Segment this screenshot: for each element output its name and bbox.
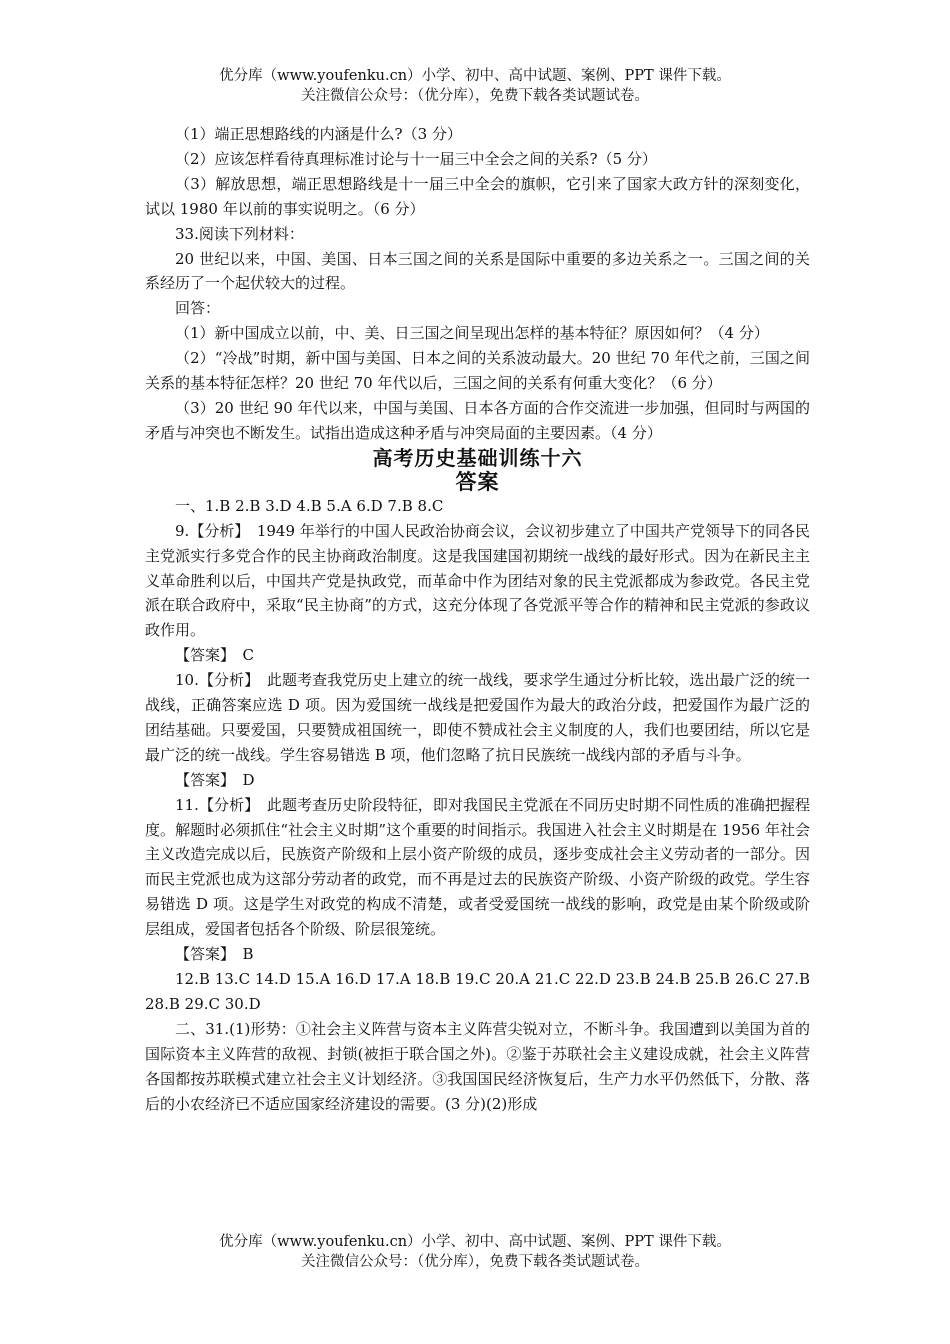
answer-10-analysis: 10.【分析】 此题考查我党历史上建立的统一战线，要求学生通过分析比较，选出最广泛的统一战线，正确答案应选 D 项。因为爱国统一战线是把爱国作为最大的政治分歧，把爱国作为最广泛的团结基础。只要爱国，只要赞成祖国统一，即使不赞成社会主义制度的人，我们也要团结，所以它是最广泛的统一战线。学生容易错选 B 项，他们忽略了抗日民族统一战线内部的矛盾与斗争。	[145, 671, 810, 764]
page-footer	[0, 1232, 950, 1272]
question-33-material: 20 世纪以来，中国、美国、日本三国之间的关系是国际中重要的多边关系之一。三国之间的关系经历了一个起伏较大的过程。	[145, 249, 810, 293]
question-32-1: （1）端正思想路线的内涵是什么?（3 分）	[175, 125, 462, 143]
answer-9: 【答案】 C	[175, 646, 254, 665]
question-33-3: （3）20 世纪 90 年代以来，中国与美国、日本各方面的合作交流进一步加强，但同时与两国的矛盾与冲突也不断发生。试指出造成这种矛盾与冲突局面的主要因素。（4 分）	[145, 398, 810, 442]
footer-line-1: 优分库（www.youfenku.cn）小学、初中、高中试题、案例、PPT 课件下载。	[219, 1234, 731, 1250]
answer-31: 二、31.(1)形势：①社会主义阵营与资本主义阵营尖锐对立，不断斗争。我国遭到以美国为首的国际资本主义阵营的敌视、封锁(被拒于联合国之外)。②鉴于苏联社会主义建设成就，社会主义阵营各国都按苏联模式建立社会主义计划经济。③我国国民经济恢复后，生产力水平仍然低下，分散、落后的小农经济已不适应国家经济建设的需要。(3 分)(2)形成	[145, 1019, 810, 1113]
footer-line-2: 关注微信公众号：（优分库），免费下载各类试题试卷。	[301, 1254, 649, 1270]
question-32-2: （2）应该怎样看待真理标准讨论与十一届三中全会之间的关系?（5 分）	[175, 149, 657, 168]
answer-11-analysis: 11.【分析】 此题考查历史阶段特征，即对我国民主党派在不同历史时期不同性质的准确把握程度。解题时必须抓住“社会主义时期”这个重要的时间指示。我国进入社会主义时期是在 1956 年社会主义改造完成以后，民族资产阶级和上层小资产阶级的成员，逐步变成社会主义劳动者的一部分。因而民主党派也成为这部分劳动者的政党，而不再是过去的民族资产阶级、小资产阶级的政党。学生容易错选 D 项。这是学生对政党的构成不清楚，或者受爱国统一战线的影响，政党是由某个阶级或阶层组成，爱国者包括各个阶级、阶层很笼统。	[145, 795, 810, 939]
answers-subtitle: 答案	[455, 469, 500, 494]
question-33-2: （2）“冷战”时期，新中国与美国、日本之间的关系波动最大。20 世纪 70 年代之前，三国之间关系的基本特征怎样？20 世纪 70 年代以后，三国之间的关系有何重大变化？（6 分）	[145, 349, 810, 393]
answer-11: 【答案】 B	[175, 945, 254, 964]
answers-title: 高考历史基础训练十六	[372, 445, 583, 470]
header-line-2: 关注微信公众号：（优分库），免费下载各类试题试卷。	[301, 88, 649, 104]
question-33-intro: 33.阅读下列材料：	[175, 224, 304, 243]
answers-mc-12-30: 12.B 13.C 14.D 15.A 16.D 17.A 18.B 19.C 20.A 21.C 22.D 23.B 24.B 25.B 26.C 27.B 28.B 29.C 30.D	[145, 970, 810, 1013]
answers-mc-1-8: 一、1.B 2.B 3.D 4.B 5.A 6.D 7.B 8.C	[175, 496, 444, 515]
answer-9-analysis: 9.【分析】 1949 年举行的中国人民政治协商会议，会议初步建立了中国共产党领导下的同各民主党派实行多党合作的民主协商政治制度。这是我国建国初期统一战线的最好形式。因为在新民主主义革命胜利以后，中国共产党是执政党，而革命中作为团结对象的民主党派都成为参政党。各民主党派在联合政府中，采取“民主协商”的方式，这充分体现了各党派平等合作的精神和民主党派的参政议政作用。	[145, 521, 810, 640]
question-33-prompt: 回答：	[175, 299, 221, 318]
answer-10: 【答案】 D	[175, 770, 255, 789]
header-line-1: 优分库（www.youfenku.cn）小学、初中、高中试题、案例、PPT 课件下载。	[219, 68, 731, 84]
body-text	[145, 122, 810, 1116]
question-32-3: （3）解放思想，端正思想路线是十一届三中全会的旗帜，它引来了国家大政方针的深刻变化，试以 1980 年以前的事实说明之。（6 分）	[145, 174, 810, 218]
page-header	[0, 66, 950, 106]
question-33-1: （1）新中国成立以前，中、美、日三国之间呈现出怎样的基本特征？原因如何？（4 分）	[175, 324, 769, 343]
